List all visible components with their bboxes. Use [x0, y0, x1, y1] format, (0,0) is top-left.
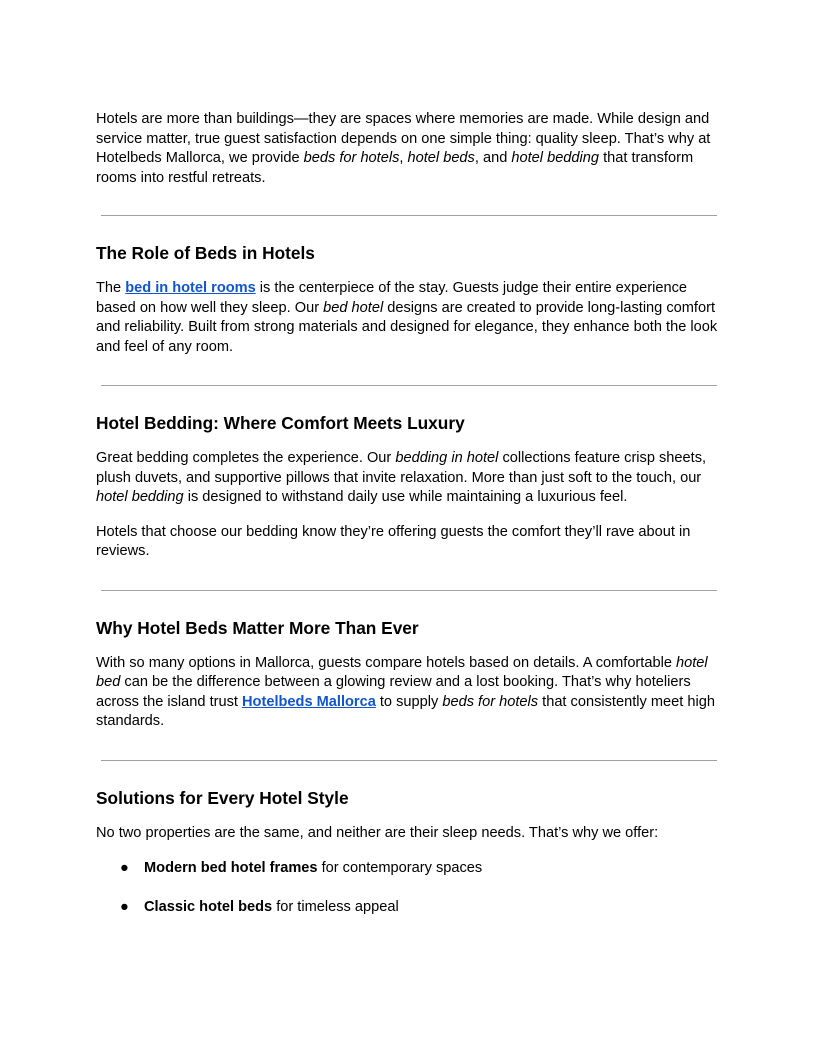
section-divider	[101, 215, 717, 216]
section-paragraph: The bed in hotel rooms is the centerpiece of the stay. Guests judge their entire experience based on how well they sleep. Our bed hotel designs are created to provide long-lasting comfort and reliability. Built from strong materials and designed for elegance, they enhance both the look and feel of any room.	[96, 280, 718, 355]
bullet-icon: ●	[120, 899, 129, 915]
section-heading: Hotel Bedding: Where Comfort Meets Luxury	[96, 413, 465, 433]
section-divider	[101, 590, 717, 591]
intro-paragraph: Hotels are more than buildings—they are spaces where memories are made. While design and service matter, true guest satisfaction depends on one simple thing: quality sleep. That’s why at Hotelbeds Mallorca, we provide beds for hotels, hotel beds, and hotel bedding that transform rooms into restful retreats.	[96, 111, 711, 186]
section-divider	[101, 385, 717, 386]
section-heading: Solutions for Every Hotel Style	[96, 787, 349, 808]
section-paragraph: Hotels that choose our bedding know they’re offering guests the comfort they’ll rave about in reviews.	[96, 523, 691, 559]
list-item: ● Modern bed hotel frames for contemporary spaces	[96, 859, 726, 879]
bed-in-hotel-rooms-link[interactable]: bed in hotel rooms	[125, 280, 256, 296]
bullet-icon: ●	[120, 860, 129, 876]
section-heading: The Role of Beds in Hotels	[96, 243, 315, 263]
document-body	[96, 110, 726, 918]
section-heading: Why Hotel Beds Matter More Than Ever	[96, 617, 419, 638]
list-item: ● Classic hotel beds for timeless appeal	[96, 898, 726, 918]
section-paragraph: With so many options in Mallorca, guests compare hotels based on details. A comfortable hotel bed can be the difference between a glowing review and a lost booking. That’s why hoteliers across the island trust Hotelbeds Mallorca to supply beds for hotels that consistently meet high standards.	[96, 654, 715, 729]
section-paragraph: Great bedding completes the experience. Our bedding in hotel collections feature crisp sheets, plush duvets, and supportive pillows that invite relaxation. More than just soft to the touch, our hotel bedding is designed to withstand daily use while maintaining a luxurious feel.	[96, 450, 707, 505]
section-paragraph: No two properties are the same, and neither are their sleep needs. That’s why we offer:	[96, 824, 659, 841]
section-divider	[101, 760, 717, 761]
hotelbeds-mallorca-link[interactable]: Hotelbeds Mallorca	[242, 693, 376, 710]
bullet-list	[96, 859, 726, 918]
